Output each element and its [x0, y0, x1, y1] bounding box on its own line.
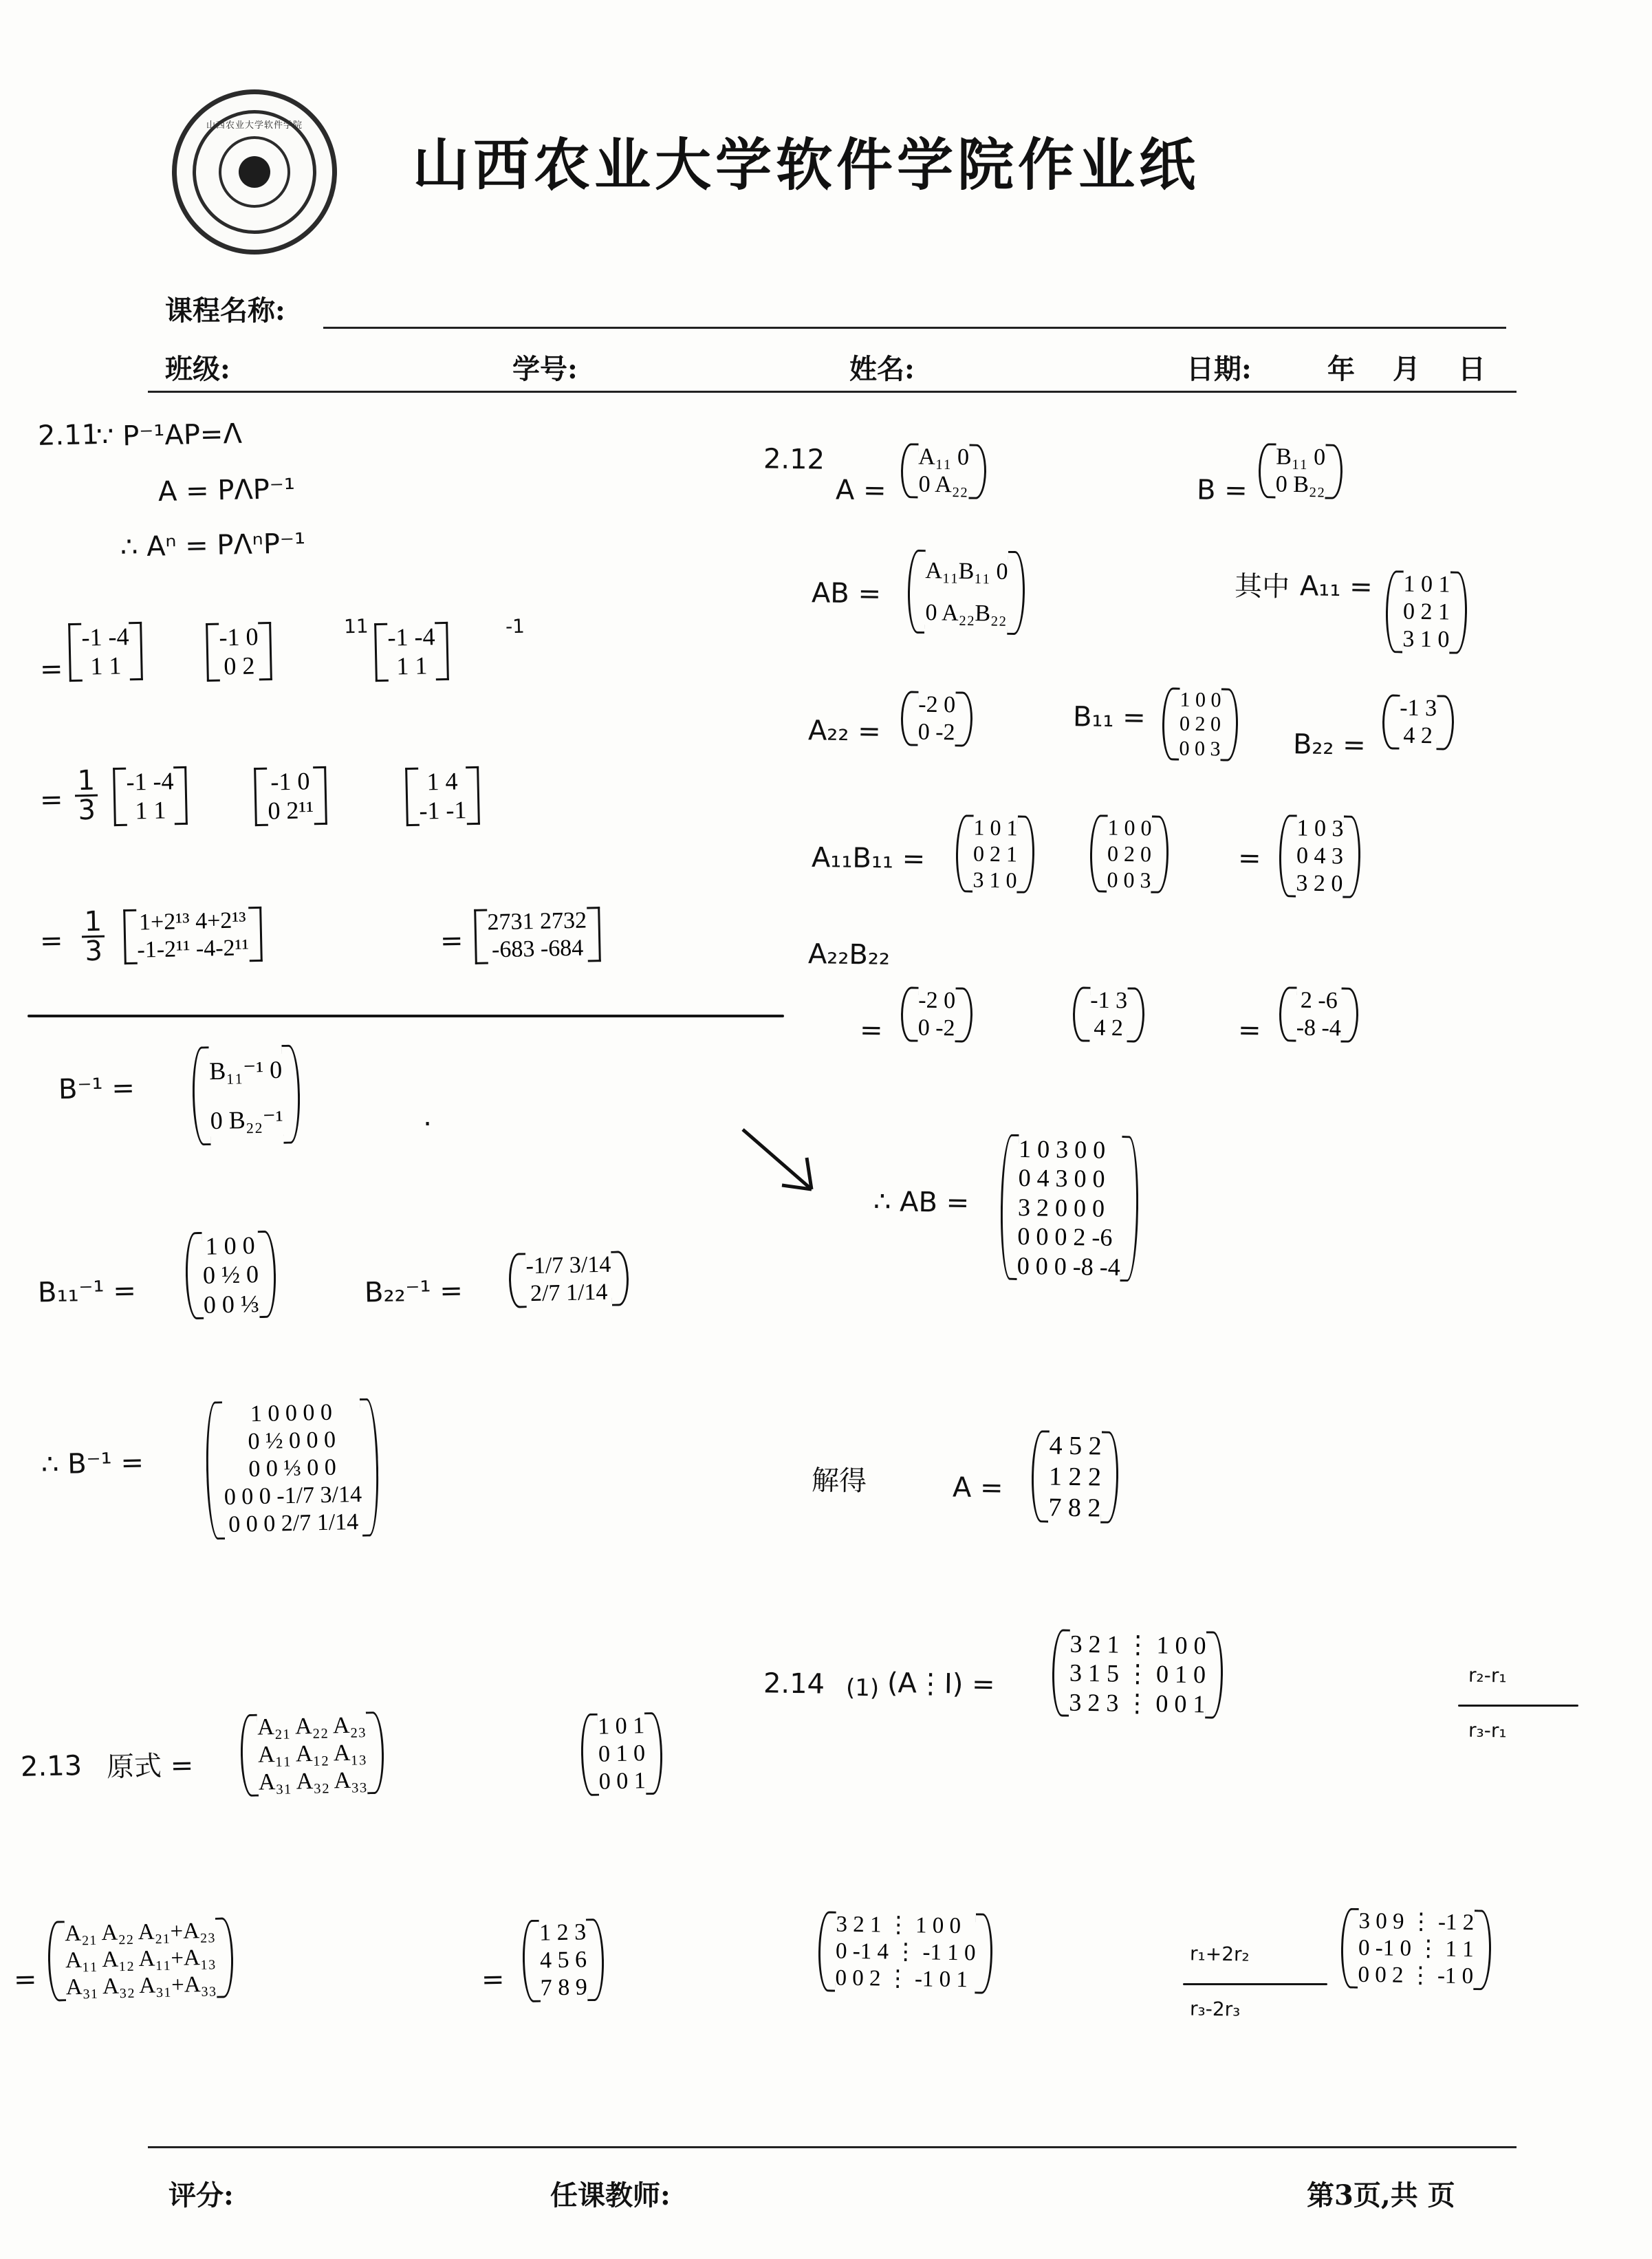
matrix-row: A₁₁B₁₁ 0	[925, 558, 1008, 585]
matrix-augmented-step2	[818, 1911, 993, 1993]
matrix-row: -1 3	[1090, 987, 1128, 1014]
student-id-label: 学号:	[512, 353, 578, 385]
problem-2-14-number: 2.14	[763, 1667, 825, 1700]
matrix-row: 0 -1 4 ⋮ -1 1 0	[835, 1938, 976, 1966]
matrix-product-result-1	[1279, 814, 1361, 898]
b-inverse-suffix: .	[422, 1100, 433, 1133]
matrix-row: 0 -1 0 ⋮ 1 1	[1358, 1935, 1474, 1963]
matrix-row: A₂₁ A₂₂ A₂₁+A₂₃	[64, 1918, 216, 1947]
matrix-p-1	[68, 622, 143, 682]
teacher-label: 任课教师:	[550, 2179, 671, 2212]
row-op-2-bottom: r₃-2r₃	[1189, 1997, 1241, 2021]
matrix-row: A₂₁ A₂₂ A₂₃	[257, 1712, 367, 1740]
matrix-row: -1 -4	[81, 623, 129, 651]
matrix-row: 0 0 0 2/7 1/14	[228, 1509, 359, 1538]
matrix-row: 1 0 1	[1403, 571, 1450, 598]
matrix-augmented-1	[1052, 1629, 1224, 1719]
matrix-row: 1 4	[426, 767, 458, 796]
matrix-row: -1/7 3/14	[525, 1251, 611, 1279]
matrix-row: 0 -2	[917, 1015, 955, 1041]
p211-eq3-mid: =	[439, 925, 464, 958]
problem-2-11-number: 2.11	[37, 419, 100, 452]
matrix-row: 3 2 0	[1296, 870, 1343, 897]
page-number-label: 第3页,共 页	[1307, 2179, 1455, 2212]
fraction-denominator: 3	[84, 935, 103, 968]
b-inverse-label: B⁻¹ =	[58, 1072, 135, 1106]
matrix-row: 3 1 5 ⋮ 0 1 0	[1069, 1659, 1206, 1689]
row-op-2-top: r₁+2r₂	[1189, 1942, 1250, 1966]
matrix-lambda-2	[254, 766, 327, 826]
matrix-lambda-1-exponent: 11	[343, 614, 369, 638]
matrix-row: -1 0	[270, 767, 310, 796]
matrix-row: -1 -1	[419, 796, 467, 825]
matrix-b22-inverse	[508, 1251, 629, 1308]
matrix-b-block	[1258, 443, 1343, 499]
matrix-ab-result	[1000, 1134, 1140, 1282]
p213-eq: =	[13, 1963, 37, 1996]
b22-inverse-label: B₂₂⁻¹ =	[364, 1275, 464, 1309]
page-title: 山西农业大学软件学院作业纸	[413, 132, 1200, 198]
solve-label: 解得	[811, 1464, 867, 1498]
course-name-rule	[323, 327, 1506, 329]
b22-label: B₂₂ =	[1292, 728, 1367, 761]
annotation-arrow-icon	[739, 1101, 836, 1227]
matrix-row: 1 0 1	[973, 814, 1018, 841]
footer-rule	[148, 2146, 1517, 2148]
matrix-row: 0 1 0	[598, 1740, 646, 1767]
fraction-numerator: 1	[81, 908, 105, 938]
name-label: 姓名:	[849, 353, 915, 385]
a22b22-label: A₂₂B₂₂	[807, 938, 891, 971]
p211-eq1-prefix: =	[39, 653, 63, 686]
matrix-product-left-1	[955, 814, 1035, 894]
matrix-row: 0 2 1	[972, 841, 1018, 867]
fraction-numerator: 1	[74, 767, 98, 797]
matrix-a22	[900, 691, 972, 747]
day-label: 日	[1458, 353, 1486, 385]
matrix-lambda-1	[206, 622, 272, 682]
matrix-row: 0 0 2 ⋮ -1 0	[1358, 1962, 1474, 1989]
matrix-p-inverse-1-exponent: -1	[505, 614, 525, 638]
matrix-row: 0 B₂₂	[1275, 471, 1325, 498]
problem-2-12-number: 2.12	[763, 443, 825, 476]
matrix-row: A₃₁ A₃₂ A₃₃	[258, 1767, 368, 1795]
matrix-row: 0 0 ⅓	[203, 1290, 260, 1319]
matrix-row: 1 1	[90, 651, 122, 680]
matrix-row: 1+2¹³ 4+2¹³	[138, 907, 247, 936]
matrix-row: 0 0 0 -8 -4	[1017, 1251, 1121, 1281]
class-label: 班级:	[165, 353, 230, 385]
matrix-row: 0 ½ 0 0 0	[248, 1427, 336, 1455]
matrix-row: -1 -4	[126, 767, 174, 796]
matrix-row: 0 0 3	[1179, 737, 1221, 761]
matrix-row: 3 2 0 0 0	[1017, 1193, 1105, 1222]
row-op-1-top: r₂-r₁	[1468, 1663, 1507, 1687]
matrix-row: 0 ½ 0	[202, 1260, 259, 1290]
date-label: 日期:	[1186, 353, 1252, 385]
matrix-row: -1-2¹¹ -4-2¹¹	[137, 935, 250, 963]
form-fields	[0, 261, 1652, 399]
matrix-a11	[1385, 570, 1468, 654]
augmented-label: (A⋮I) =	[887, 1667, 995, 1701]
p211-eq3-prefix: =	[39, 925, 63, 958]
matrix-row: 0 2 1	[1402, 598, 1450, 625]
matrix-row: 1 2 3	[539, 1919, 587, 1946]
a-result-label: A =	[952, 1471, 1003, 1504]
matrix-row: A₁₁ 0	[918, 444, 970, 471]
section-divider	[28, 1015, 784, 1017]
b11-label: B₁₁ =	[1072, 701, 1146, 734]
page-header	[0, 83, 1652, 234]
matrix-row: -2 0	[918, 691, 956, 718]
matrix-p-2	[113, 766, 188, 826]
matrix-row: 3 1 0	[1402, 626, 1450, 653]
matrix-row: 4 2	[1403, 722, 1433, 749]
matrix-row: 1 1	[396, 651, 428, 680]
p211-line3: ∴ Aⁿ = PΛⁿP⁻¹	[120, 528, 306, 563]
matrix-row: 0 4 3	[1296, 843, 1344, 869]
form-bottom-rule	[148, 391, 1517, 393]
matrix-row: 3 0 9 ⋮ -1 2	[1358, 1908, 1475, 1936]
year-label: 年	[1327, 353, 1355, 385]
matrix-elementary-1	[580, 1712, 663, 1797]
matrix-row: 0 B₂₂⁻¹	[210, 1105, 284, 1135]
row-op-1-rule	[1458, 1705, 1578, 1707]
course-name-label: 课程名称:	[165, 294, 285, 327]
p213-eq2: =	[481, 1963, 505, 1996]
matrix-row: 0 A₂₂	[918, 471, 968, 498]
matrix-cofactor-product	[47, 1917, 234, 2001]
ab-label: AB =	[811, 577, 882, 610]
matrix-power-expr	[123, 907, 262, 964]
b-inverse-result-label: ∴ B⁻¹ =	[41, 1447, 144, 1481]
matrix-b11-inverse	[185, 1231, 277, 1320]
matrix-row: 0 2 0	[1107, 841, 1152, 867]
row-op-2-rule	[1183, 1983, 1327, 1985]
matrix-row: 3 1 0	[972, 867, 1017, 892]
matrix-a22-copy	[900, 986, 972, 1043]
matrix-row: -1 0	[219, 623, 259, 651]
matrix-row: -1 3	[1400, 695, 1437, 722]
matrix-row: -1 -4	[387, 623, 435, 651]
matrix-row: 0 0 3	[1107, 867, 1151, 892]
university-seal-icon	[172, 89, 337, 255]
known-label: 其中	[1234, 570, 1290, 603]
matrix-b22-copy	[1072, 986, 1144, 1043]
matrix-augmented-step3	[1340, 1907, 1491, 1990]
matrix-row: B₁₁⁻¹ 0	[208, 1055, 283, 1085]
a-label: A =	[835, 474, 887, 507]
matrix-b22	[1382, 694, 1454, 750]
p211-line1: ∵ P⁻¹AP=Λ	[96, 418, 243, 453]
p213-label: 原式 =	[106, 1749, 194, 1784]
matrix-row: 0 0 2 ⋮ -1 0 1	[835, 1965, 968, 1993]
seal-text: 山西农业大学软件学院	[206, 120, 303, 131]
a11b11-label: A₁₁B₁₁ =	[811, 841, 926, 876]
matrix-row: 2 -6	[1300, 987, 1338, 1014]
matrix-a-block	[900, 443, 986, 499]
matrix-row: 0 2	[224, 651, 255, 680]
matrix-row: 1 0 3	[1296, 815, 1344, 842]
matrix-row: 4 5 6	[539, 1947, 587, 1974]
matrix-p-inverse-1	[374, 622, 449, 682]
a22-label: A₂₂ =	[807, 715, 881, 748]
b-label: B =	[1196, 474, 1248, 507]
eq-sign-3: =	[1237, 1014, 1261, 1047]
b11-inverse-label: B₁₁⁻¹ =	[37, 1275, 137, 1309]
matrix-row: 3 2 3 ⋮ 0 0 1	[1069, 1688, 1206, 1718]
problem-2-14-sub: (1)	[845, 1674, 880, 1703]
eq-sign-2: =	[859, 1014, 883, 1047]
matrix-row: 0 4 3 0 0	[1018, 1164, 1105, 1193]
fraction-one-third-b	[81, 905, 105, 968]
matrix-row: 1 0 0	[1107, 814, 1152, 841]
matrix-b-inverse-result	[205, 1398, 380, 1539]
matrix-row: 1 2 2	[1048, 1462, 1102, 1492]
matrix-row: A₁₁ A₁₂ A₁₃	[257, 1740, 367, 1768]
matrix-row: 7 8 9	[540, 1974, 588, 2001]
row-op-1-bottom: r₃-r₁	[1468, 1718, 1507, 1742]
matrix-row: 0 0 0 2 -6	[1017, 1222, 1113, 1252]
matrix-row: 2/7 1/14	[530, 1279, 608, 1307]
eq-sign-1: =	[1237, 842, 1261, 875]
matrix-cofactor-1	[240, 1711, 385, 1797]
p211-eq2-prefix: =	[39, 783, 63, 817]
matrix-row: 0 0 1	[598, 1768, 646, 1795]
matrix-row: 0 -2	[917, 719, 955, 746]
month-label: 月	[1393, 353, 1420, 385]
matrix-b11	[1162, 687, 1238, 761]
matrix-an-result	[474, 907, 600, 964]
matrix-row: -2 0	[918, 987, 956, 1014]
matrix-row: 1 0 0 0 0	[250, 1399, 333, 1427]
matrix-product-right-1	[1089, 814, 1169, 894]
matrix-row: A₁₁ A₁₂ A₁₁+A₁₃	[65, 1945, 217, 1974]
fraction-denominator: 3	[77, 794, 96, 827]
matrix-a-result	[1031, 1430, 1119, 1524]
a11-label: A₁₁ =	[1299, 570, 1373, 603]
problem-2-13-number: 2.13	[20, 1750, 83, 1783]
ab-result-label: ∴ AB =	[873, 1186, 970, 1219]
matrix-row: 4 5 2	[1049, 1431, 1102, 1461]
matrix-row: 7 8 2	[1048, 1493, 1101, 1523]
matrix-row: 0 2 0	[1179, 712, 1221, 736]
matrix-p-inverse-2	[405, 766, 480, 826]
matrix-row: A₃₁ A₃₂ A₃₁+A₃₃	[65, 1971, 217, 2000]
matrix-product-result-2	[1279, 986, 1358, 1043]
matrix-row: 3 2 1 ⋮ 1 0 0	[836, 1912, 961, 1939]
matrix-ab-block	[907, 550, 1025, 636]
matrix-123-456-789	[522, 1918, 605, 2003]
matrix-row: 0 0 0 -1/7 3/14	[224, 1482, 362, 1511]
score-label: 评分:	[169, 2179, 234, 2212]
fraction-one-third-a	[74, 764, 98, 827]
matrix-row: B₁₁ 0	[1276, 444, 1326, 471]
matrix-row: 1 0 0	[1180, 688, 1221, 712]
matrix-row: 1 1	[135, 796, 166, 825]
matrix-b-inverse-block	[192, 1044, 301, 1145]
matrix-row: -683 -684	[491, 935, 584, 963]
matrix-row: 2731 2732	[487, 907, 587, 936]
matrix-row: 1 0 3 0 0	[1018, 1134, 1106, 1164]
matrix-row: 1 0 0	[205, 1231, 256, 1260]
matrix-row: 3 2 1 ⋮ 1 0 0	[1069, 1630, 1206, 1660]
matrix-row: 0 2¹¹	[268, 796, 314, 825]
matrix-row: 0 0 ⅓ 0 0	[248, 1454, 337, 1482]
matrix-row: -8 -4	[1296, 1015, 1342, 1041]
matrix-row: 1 0 1	[597, 1713, 645, 1740]
matrix-row: 4 2	[1094, 1015, 1124, 1041]
p211-line2: A = PΛP⁻¹	[157, 473, 296, 508]
matrix-row: 0 A₂₂B₂₂	[925, 600, 1008, 627]
